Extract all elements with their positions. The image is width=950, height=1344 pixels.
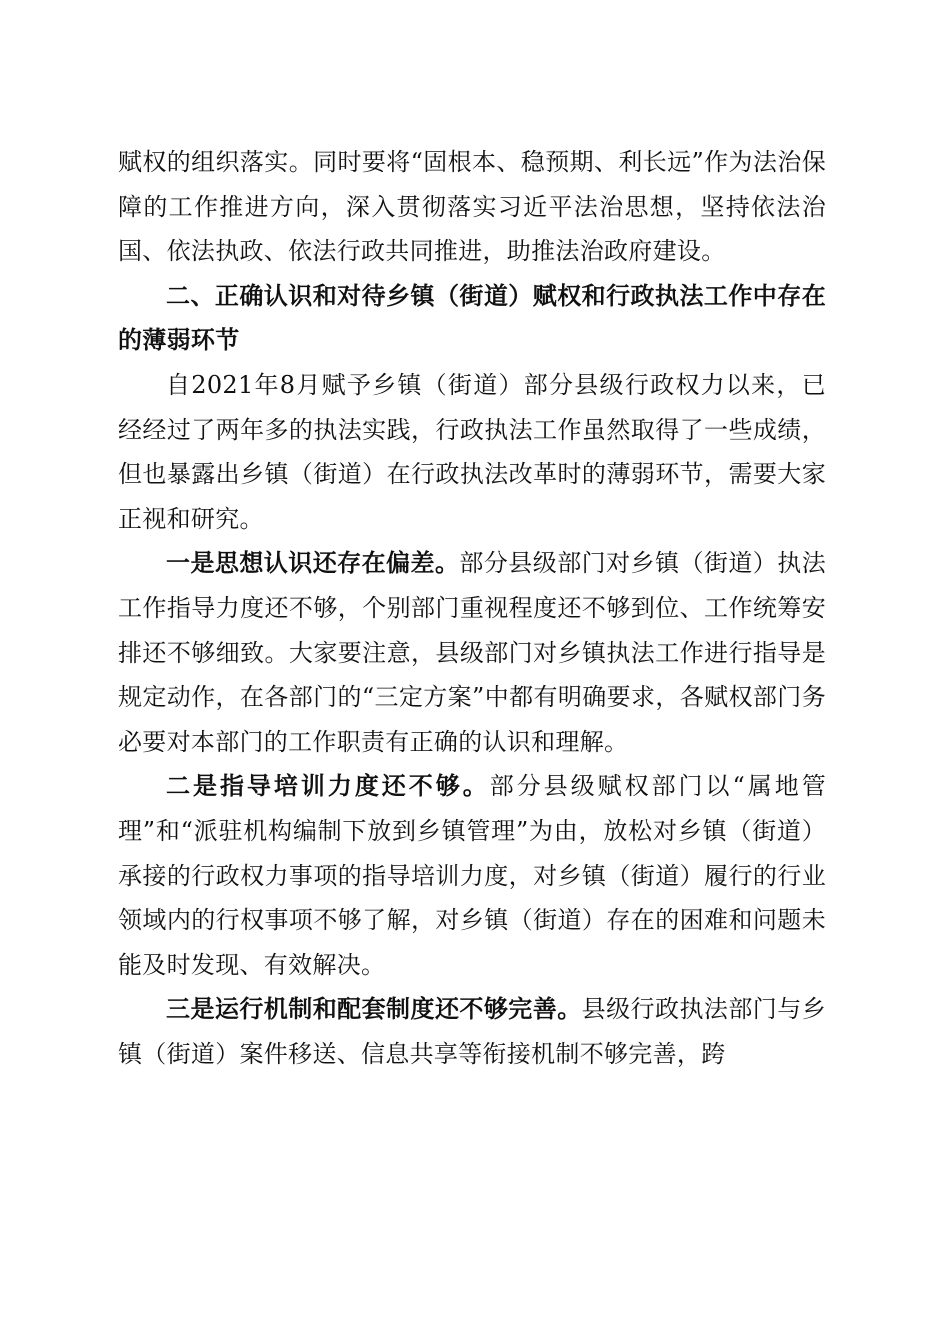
point-lead: 一是思想认识还存在偏差。: [166, 549, 460, 578]
paragraph-continuation: [118, 140, 826, 274]
point-lead: 三是运行机制和配套制度还不够完善。: [166, 995, 582, 1024]
paragraph-intro: [118, 363, 826, 541]
paragraph-text: 自2021年8月赋予乡镇（街道）部分县级行政权力以来，已经经过了两年多的执法实践，行政执法工作虽然取得了一些成绩，但也暴露出乡镇（街道）在行政执法改革时的薄弱环节，需要大家正视和研究。: [118, 370, 826, 533]
paragraph-point-3: [118, 987, 826, 1076]
section-heading: [118, 274, 826, 363]
paragraph-text: 县级行政执法部门与乡镇（街道）案件移送、信息共享等衔接机制不够完善，跨: [118, 995, 827, 1068]
paragraph-text: 部分县级部门对乡镇（街道）执法工作指导力度还不够，个别部门重视程度还不够到位、工作统筹安排还不够细致。大家要注意，县级部门对乡镇执法工作进行指导是规定动作，在各部门的“三定方案”中都有明确要求，各赋权部门务必要对本部门的工作职责有正确的认识和理解。: [118, 549, 826, 756]
paragraph-text: 部分县级赋权部门以“属地管理”和“派驻机构编制下放到乡镇管理”为由，放松对乡镇（街道）承接的行政权力事项的指导培训力度，对乡镇（街道）履行的行业领域内的行权事项不够了解，对乡镇（街道）存在的困难和问题未能及时发现、有效解决。: [118, 772, 826, 979]
paragraph-point-1: [118, 541, 826, 764]
document-body: [118, 140, 826, 1076]
section-heading-text: 二、正确认识和对待乡镇（街道）赋权和行政执法工作中存在的薄弱环节: [118, 281, 826, 355]
paragraph-point-2: [118, 764, 826, 987]
paragraph-text: 赋权的组织落实。同时要将“固根本、稳预期、利长远”作为法治保障的工作推进方向，深入贯彻落实习近平法治思想，坚持依法治国、依法执政、依法行政共同推进，助推法治政府建设。: [118, 148, 826, 266]
point-lead: 二是指导培训力度还不够。: [166, 772, 490, 801]
